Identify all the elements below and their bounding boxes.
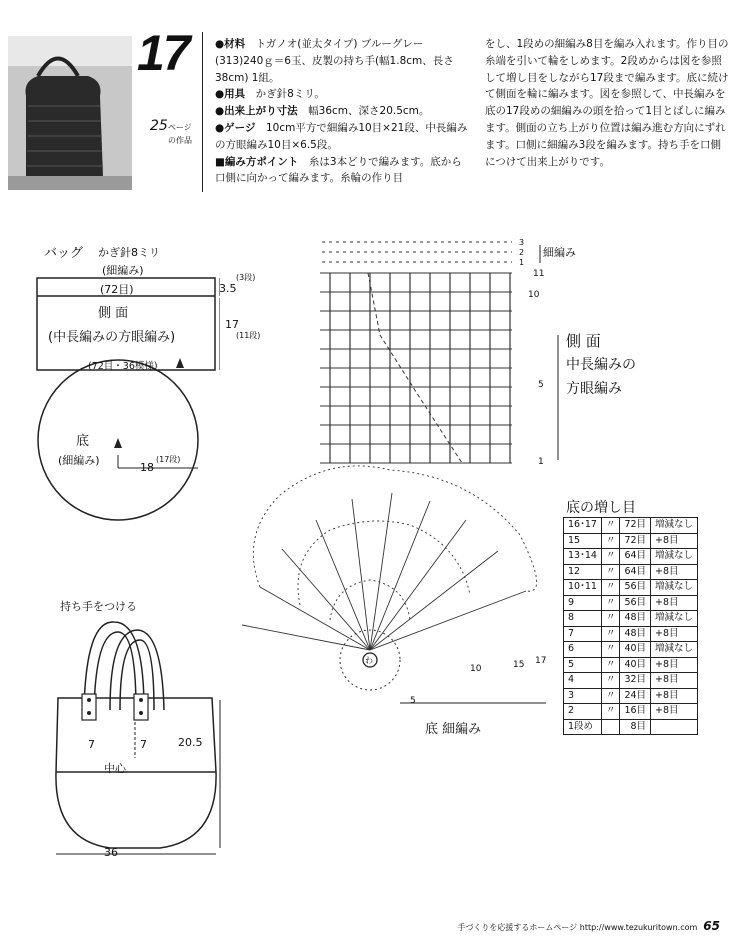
instructions-col2: をし、1段めの細編み8目を編み入れます。作り目の糸端を引いて輪をしめます。2段めからは図を参照して増し目をしながら17段まで編みます。底に続けて側面を輪に編みます。図を参照して、中長編みを底の17段めの細編みの頭を拾って1目とばしに編みます。側面の立ち上がり位置は編み進む方向にずれます。口側に細編み3段を編みます。持ち手を口側につけて出来上がりです。 (485, 38, 729, 168)
center-mark: わ (365, 656, 373, 665)
materials: ●材料 トガノオ(並太タイプ) ブルーグレー(313)240ｇ＝6玉、皮製の持ち手(幅1.8cm、長さ38cm) 1組。 (215, 38, 454, 84)
rim-stitch: (細編み) (102, 264, 144, 277)
rim-row-2: 2 (519, 248, 525, 257)
hook-size: かぎ針8ミリ (98, 246, 160, 259)
rim-height: 3.5 (219, 282, 237, 295)
bottom-rows: (17段) (156, 455, 181, 464)
bottom-row-15: 15 (513, 660, 525, 670)
chart-bottom-label: 底 細編み (425, 722, 482, 737)
handle-title: 持ち手をつける (60, 600, 137, 613)
bottom-row-17: 17 (535, 656, 547, 666)
side-title: 側 面 (98, 306, 129, 321)
table-row: 9 〃 56目 +8目 (564, 595, 698, 611)
bottom-radius: 18 (140, 461, 154, 474)
instructions-col1 (215, 36, 470, 187)
chart-side-title: 側 面 (566, 332, 601, 350)
page-reference: 25ページ (150, 118, 192, 134)
rim-row-3: 3 (519, 238, 525, 247)
increase-table-title: 底の増し目 (566, 500, 636, 516)
finished-size: ●出来上がり寸法 幅36cm、深さ20.5cm。 (215, 105, 430, 118)
knitting-points: ■編み方ポイント 糸は3本どりで編みます。底から口側に向かって編みます。糸輪の作り目 (215, 155, 462, 185)
table-row: 1段め 8目 (564, 719, 698, 735)
handle-height: 20.5 (178, 736, 203, 749)
table-row: 10･11 〃 56目 増減なし (564, 580, 698, 596)
table-row: 15 〃 72目 +8目 (564, 533, 698, 549)
side-rows: (11段) (236, 331, 261, 340)
table-row: 3 〃 24目 +8目 (564, 688, 698, 704)
crochet-chart (220, 235, 560, 725)
side-row-11: 11 (533, 269, 545, 279)
page-reference-sub: の作品 (168, 136, 192, 145)
footer-site: 手づくりを応援するホームページ http://www.tezukuritown.com (457, 923, 698, 932)
side-row-10: 10 (528, 290, 540, 300)
table-row: 2 〃 16目 +8目 (564, 704, 698, 720)
bottom-row-5: 5 (410, 696, 416, 706)
side-stitch: (中長編みの方眼編み) (48, 330, 176, 345)
table-row: 5 〃 40目 +8目 (564, 657, 698, 673)
table-row: 12 〃 64目 +8目 (564, 564, 698, 580)
bottom-title: 底 (76, 434, 90, 449)
rim-count: (72目) (100, 283, 134, 296)
side-height: 17 (225, 318, 239, 331)
footer (457, 919, 720, 933)
handle-width: 36 (104, 846, 118, 859)
side-row-5: 5 (538, 380, 544, 390)
gauge: ●ゲージ 10cm平方で細編み10目×21段、中長編みの方眼編み10目×6.5段。 (215, 121, 468, 151)
bag-photo (8, 36, 132, 190)
pattern-number: 17 (137, 25, 189, 81)
table-row: 6 〃 40目 増減なし (564, 642, 698, 658)
side-row-1: 1 (538, 457, 544, 467)
handle-center: 中心 (104, 762, 126, 775)
tools: ●用具 かぎ針8ミリ。 (215, 88, 325, 101)
side-count: (72目・36模様) (88, 361, 158, 372)
table-row: 7 〃 48目 +8目 (564, 626, 698, 642)
handle-pos-left: 7 (88, 738, 95, 751)
divider (202, 32, 203, 192)
rim-row-1: 1 (519, 258, 525, 267)
increase-table (563, 517, 698, 735)
page-number: 65 (703, 919, 720, 933)
rim-rows: (3段) (236, 273, 256, 282)
bag-title: バッグ (44, 246, 84, 261)
handle-pos-right: 7 (140, 738, 147, 751)
table-row: 8 〃 48目 増減なし (564, 611, 698, 627)
bottom-stitch: (細編み) (58, 454, 100, 467)
table-row: 16･17 〃 72目 増減なし (564, 518, 698, 534)
chart-side-stitch-1: 中長編みの (566, 357, 636, 373)
chart-side-stitch-2: 方眼編み (566, 381, 622, 397)
bottom-row-10: 10 (470, 664, 482, 674)
table-row: 4 〃 32目 +8目 (564, 673, 698, 689)
table-row: 13･14 〃 64目 増減なし (564, 549, 698, 565)
chart-rim-label: 細編み (543, 246, 576, 259)
